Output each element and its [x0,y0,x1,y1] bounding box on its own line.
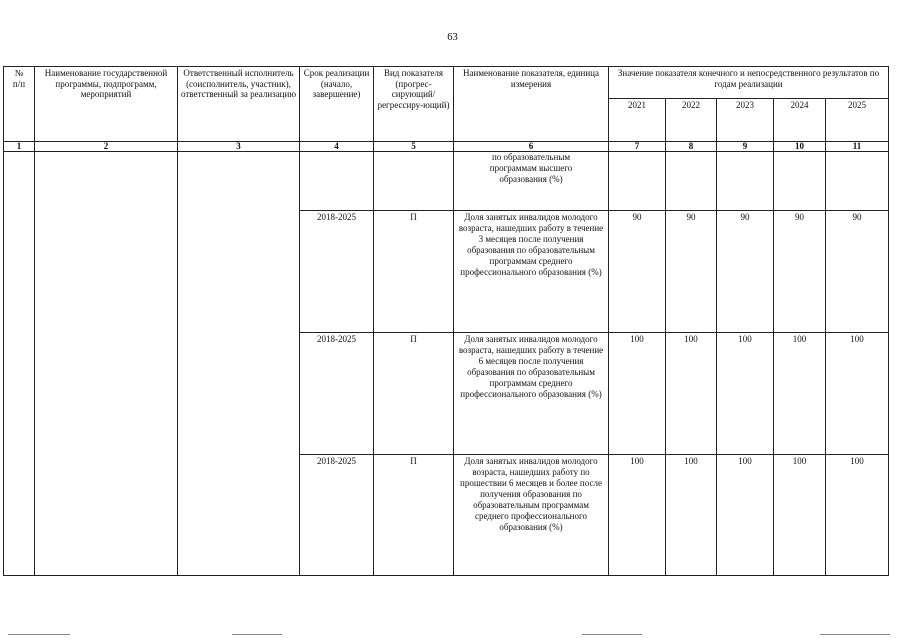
type-cell: П [374,455,454,576]
value-cell: 100 [609,455,666,576]
value-cell: 100 [826,333,889,455]
column-number: 7 [609,142,666,152]
indicator-cell: Доля занятых инвалидов молодого возраста, нашедших работу по прошествии 6 месяцев и более после получения образования по образовательным программам среднего профессионального образования (%) [454,455,609,576]
header-row [4,67,889,99]
column-number: 9 [717,142,774,152]
value-cell: 100 [666,455,717,576]
value-cell [717,152,774,211]
value-cell [609,152,666,211]
value-cell [826,152,889,211]
header-executor: Ответственный исполнитель (соисполнитель, участник), ответственный за реализацию [178,67,300,142]
value-cell [774,152,826,211]
column-number: 6 [454,142,609,152]
value-cell: 90 [717,211,774,333]
scan-artifact [232,634,282,635]
header-num: № п/п [4,67,35,142]
header-year: 2023 [717,99,774,142]
value-cell [666,152,717,211]
term-cell: 2018-2025 [300,211,374,333]
value-cell: 100 [774,333,826,455]
header-year: 2021 [609,99,666,142]
value-cell: 100 [609,333,666,455]
value-cell: 100 [717,455,774,576]
value-cell: 90 [609,211,666,333]
value-cell: 90 [774,211,826,333]
column-number: 8 [666,142,717,152]
column-number: 10 [774,142,826,152]
table-row-continuation [4,152,889,211]
term-cell: 2018-2025 [300,455,374,576]
value-cell: 100 [826,455,889,576]
header-year: 2025 [826,99,889,142]
value-cell: 100 [666,333,717,455]
type-cell: П [374,211,454,333]
type-cell [374,152,454,211]
value-cell: 90 [666,211,717,333]
value-cell: 100 [717,333,774,455]
header-program-name: Наименование государственной программы, подпрограмм, мероприятий [35,67,178,142]
indicator-cell: Доля занятых инвалидов молодого возраста, нашедших работу в течение 6 месяцев после получения образования по образовательным программам среднего профессионального образования (%) [454,333,609,455]
term-cell [300,152,374,211]
column-number-row [4,142,889,152]
value-cell: 100 [774,455,826,576]
indicators-table [3,66,889,576]
executor-cell [178,152,300,576]
type-cell: П [374,333,454,455]
indicator-cell: по образовательным программам высшего образования (%) [454,152,609,211]
page-number: 63 [447,32,458,43]
header-year: 2024 [774,99,826,142]
value-cell: 90 [826,211,889,333]
column-number: 5 [374,142,454,152]
column-number: 11 [826,142,889,152]
column-number: 1 [4,142,35,152]
program-name-cell [35,152,178,576]
scan-artifact [8,634,70,635]
indicator-cell: Доля занятых инвалидов молодого возраста, нашедших работу в течение 3 месяцев после получения образования по образовательным программам среднего профессионального образования (%) [454,211,609,333]
header-year: 2022 [666,99,717,142]
header-indicator-name: Наименование показателя, единица измерения [454,67,609,142]
header-term: Срок реализации (начало, завершение) [300,67,374,142]
column-number: 4 [300,142,374,152]
column-number: 3 [178,142,300,152]
term-cell: 2018-2025 [300,333,374,455]
num-cell [4,152,35,576]
column-number: 2 [35,142,178,152]
header-indicator-type: Вид показателя (прогрес-сирующий/ регрессиру-ющий) [374,67,454,142]
header-values: Значение показателя конечного и непосредственного результатов по годам реализации [609,67,889,99]
scan-artifact [820,634,890,635]
scan-artifact [582,634,642,635]
